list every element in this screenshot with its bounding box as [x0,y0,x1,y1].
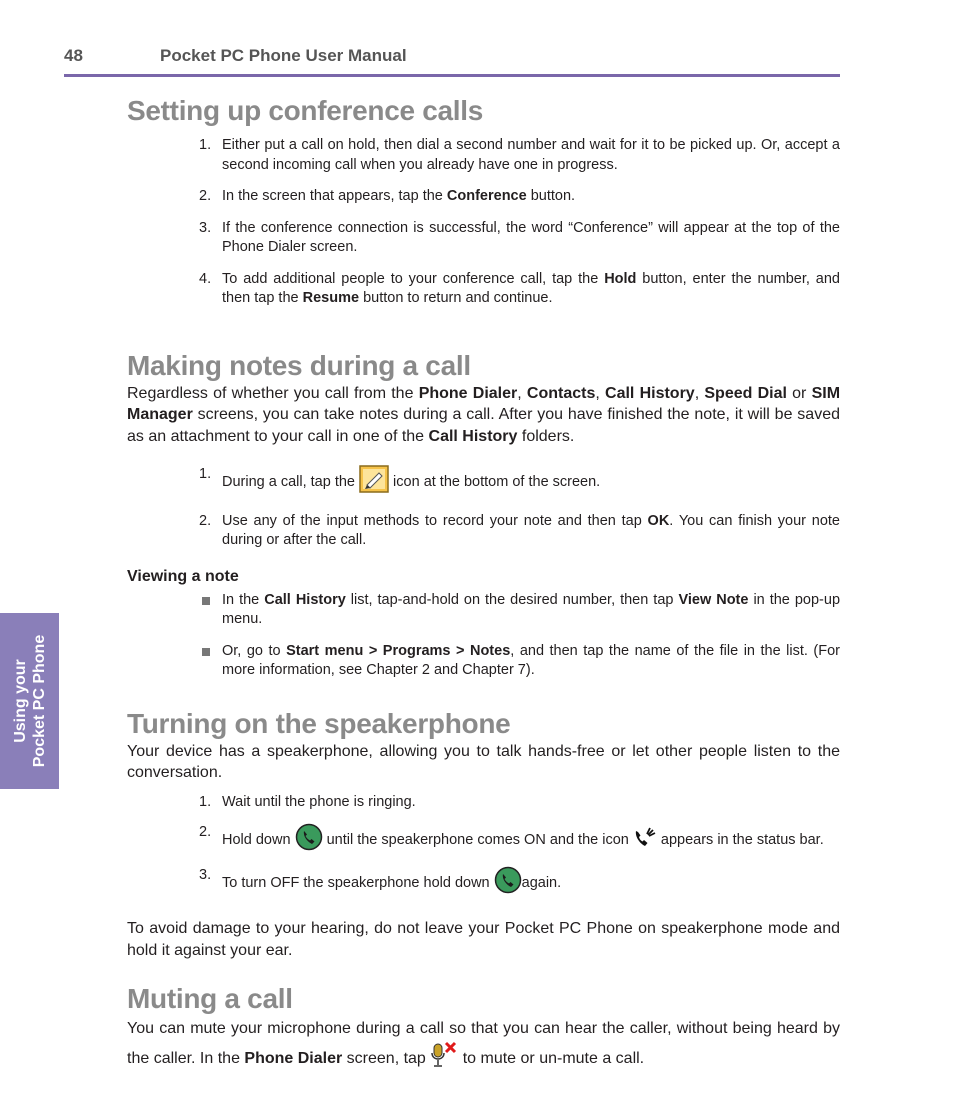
intro-text: , [595,384,606,402]
step-text: Hold down [222,832,295,849]
step-text: Use any of the input methods to record your note and then tap [222,512,648,529]
speaker-intro: Your device has a speakerphone, allowing you to talk hands-free or let other people listen to the conversation. [127,742,840,781]
list-item [127,823,840,858]
step-number: 3. [199,866,212,883]
bullet-text: Or, go to [222,642,287,659]
step-text: button, enter the number, and then tap the [222,270,840,306]
intro-bold: Contacts [526,384,596,402]
step-bold: Conference [446,188,527,204]
section-title-mute: Muting a call [127,983,293,1014]
list-item [127,512,840,551]
step-number: 2. [199,512,212,529]
mute-text: screen, tap [342,1050,431,1068]
notes-steps [127,465,840,551]
bullet-text: list, tap-and-hold on the desired number, then tap [345,591,679,608]
step-text: again. [521,874,562,891]
intro-bold: SIM Manager [127,384,841,423]
bullet-square [202,648,210,656]
intro-text: , [517,384,527,402]
speakerphone-status-icon [633,825,657,856]
viewing-note-bullets [127,591,840,681]
conference-steps [127,136,840,309]
step-number: 2. [199,188,212,204]
step-text: To add additional people to your conference call, tap the [222,270,605,287]
mute-text: to mute or un-mute a call. [458,1050,645,1068]
mute-text: You can mute your microphone during a call so that you can hear the caller, without being heard by the caller. In the [127,1020,840,1068]
note-icon [359,465,389,500]
manual-title: Pocket PC Phone User Manual [160,46,407,65]
step-text: . You can finish your note during or after the call. [222,512,840,548]
list-item [127,270,840,309]
bullet-bold: Start menu > Programs > Notes [286,642,511,659]
intro-text: , [694,384,705,402]
step-bold: Resume [302,290,360,306]
list-item [127,866,840,901]
mute-paragraph [127,1017,840,1077]
intro-bold: Call History [605,384,695,402]
side-chapter-tab [0,613,59,789]
step-text: Wait until the phone is ringing. [222,793,416,810]
talk-button-icon [494,866,522,901]
step-number: 3. [199,219,212,236]
list-item [127,219,840,258]
intro-text: Regardless of whether you call from the [127,384,419,402]
step-bold: OK [647,512,670,529]
list-item [127,793,840,813]
step-number: 4. [199,270,212,287]
bullet-text: in the pop-up menu. [222,591,841,627]
mute-microphone-icon [430,1041,458,1077]
mute-bold: Phone Dialer [244,1050,343,1068]
viewing-note-heading: Viewing a note [127,567,239,585]
intro-bold: Phone Dialer [418,384,518,402]
list-item [127,187,840,207]
step-text: appears in the status bar. [656,832,824,849]
bullet-bold: Call History [264,591,346,608]
step-text: In the screen that appears, tap the [222,188,447,204]
step-number: 1. [199,137,212,153]
step-bold: Hold [604,270,637,287]
step-text: During a call, tap the [222,474,360,491]
speaker-warning: To avoid damage to your hearing, do not leave your Pocket PC Phone on speakerphone mode and hold it against your ear. [127,920,840,959]
list-item [127,591,840,630]
intro-bold: Speed Dial [704,384,787,402]
header-rule [64,74,840,77]
step-text: To turn OFF the speakerphone hold down [222,874,494,891]
side-tab-line1: Using your [11,659,29,743]
section-title-conference: Setting up conference calls [127,95,483,126]
list-item [127,136,840,175]
intro-text: or [786,384,812,402]
bullet-text: , and then tap the name of the file in the list. (For more information, see Chapter 2 and Chapter 7). [222,642,840,678]
section-title-notes: Making notes during a call [127,349,471,381]
step-number: 1. [199,466,212,482]
list-item [127,642,840,681]
talk-button-icon [295,823,323,858]
step-text: Either put a call on hold, then dial a second number and wait for it to be picked up. Or, accept a second incoming call when you already have one in progress. [222,137,840,173]
page-number: 48 [64,46,83,65]
page-content [127,93,840,1077]
intro-text: folders. [517,427,575,445]
list-item [127,465,840,500]
page-header [64,46,840,76]
step-number: 1. [199,793,212,810]
bullet-bold: View Note [678,591,749,608]
side-tab-text [11,635,49,767]
side-tab-line2: Pocket PC Phone [30,634,48,768]
bullet-square [202,597,210,605]
step-text: button to return and continue. [359,290,553,306]
bullet-text: In the [222,591,265,608]
step-text: If the conference connection is successful, the word “Conference” will appear at the top of the Phone Dialer screen. [222,219,840,255]
step-text: until the speakerphone comes ON and the icon [322,832,633,849]
section-title-speakerphone: Turning on the speakerphone [127,707,511,739]
intro-text: screens, you can take notes during a call. After you have finished the note, it will be saved as an attachment to your call in one of the [127,406,840,445]
step-text: icon at the bottom of the screen. [389,474,601,491]
step-text: button. [526,188,576,204]
intro-bold: Call History [428,427,518,445]
notes-intro [127,383,840,448]
step-number: 2. [199,824,212,840]
speaker-steps [127,793,840,901]
